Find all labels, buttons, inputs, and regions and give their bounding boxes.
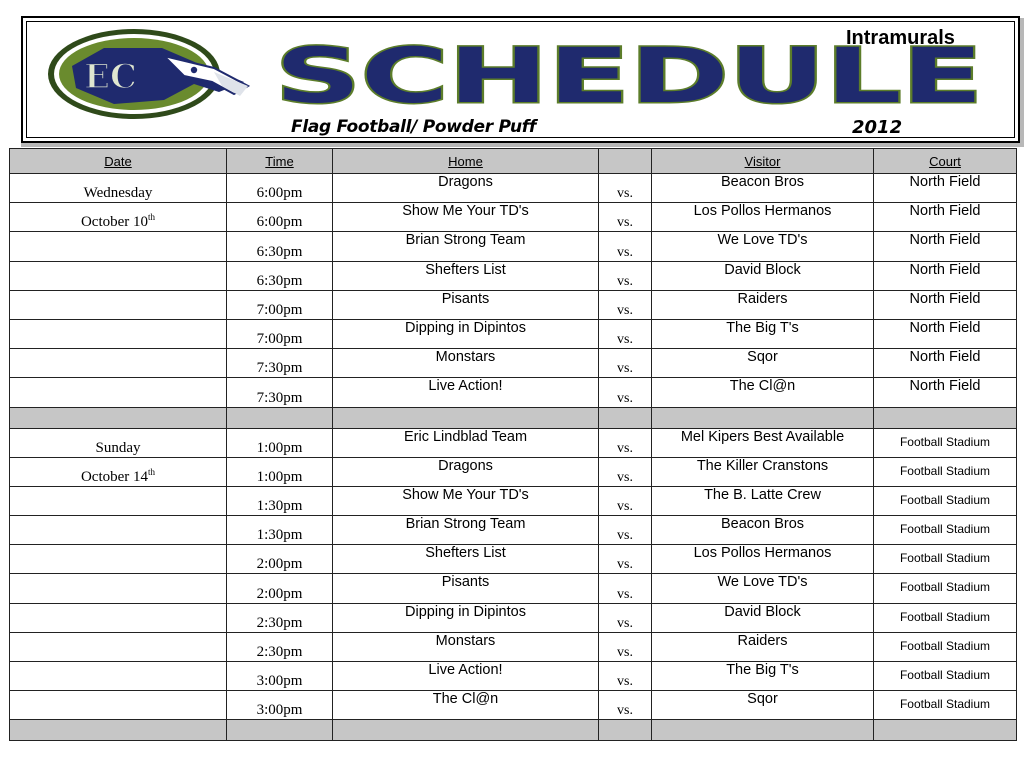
table-row [10,603,1017,632]
vs-cell: vs. [599,457,652,486]
date-cell [10,603,227,632]
visitor-team-cell: We Love TD's [652,574,874,603]
vs-cell: vs. [599,232,652,261]
date-cell [10,319,227,348]
table-row [10,378,1017,407]
vs-cell: vs. [599,349,652,378]
court-cell: Football Stadium [874,428,1017,457]
date-cell [10,261,227,290]
home-team-cell: Dipping in Dipintos [333,319,599,348]
visitor-team-cell: The Cl@n [652,378,874,407]
date-cell [10,486,227,515]
table-row [10,428,1017,457]
visitor-team-cell: Raiders [652,632,874,661]
visitor-team-cell: We Love TD's [652,232,874,261]
visitor-team-cell: The Big T's [652,662,874,691]
vs-cell: vs. [599,545,652,574]
spacer-row [10,720,1017,741]
time-cell: 2:00pm [227,545,333,574]
home-team-cell: Dragons [333,174,599,203]
court-cell: North Field [874,290,1017,319]
spacer-cell [599,407,652,428]
home-team-cell: Live Action! [333,378,599,407]
table-row [10,486,1017,515]
vs-cell: vs. [599,203,652,232]
header-court: Court [874,149,1017,174]
table-row [10,574,1017,603]
date-ordinal: th [148,212,156,223]
header-visitor: Visitor [652,149,874,174]
spacer-cell [333,720,599,741]
vs-cell: vs. [599,290,652,319]
court-cell: North Field [874,319,1017,348]
table-header-row [10,149,1017,174]
ec-eagle-logo [44,26,250,122]
date-cell [10,632,227,661]
spacer-cell [10,407,227,428]
spacer-cell [652,407,874,428]
time-cell: 3:00pm [227,691,333,720]
home-team-cell: Live Action! [333,662,599,691]
visitor-team-cell: Mel Kipers Best Available [652,428,874,457]
visitor-team-cell: Sqor [652,691,874,720]
spacer-cell [10,720,227,741]
date-cell [10,290,227,319]
spacer-cell [599,720,652,741]
date-text: October 10 [80,214,149,231]
date-cell [10,516,227,545]
home-team-cell: Pisants [333,574,599,603]
home-team-cell: Show Me Your TD's [333,203,599,232]
table-row [10,349,1017,378]
date-cell [10,662,227,691]
day-name: Sunday [95,439,141,456]
vs-cell: vs. [599,516,652,545]
spacer-cell [652,720,874,741]
spacer-cell [333,407,599,428]
date-cell [10,378,227,407]
table-row [10,691,1017,720]
home-team-cell: The Cl@n [333,691,599,720]
home-team-cell: Pisants [333,290,599,319]
time-cell: 7:30pm [227,378,333,407]
vs-cell: vs. [599,174,652,203]
home-team-cell: Show Me Your TD's [333,486,599,515]
court-cell: Football Stadium [874,691,1017,720]
date-cell [10,232,227,261]
home-team-cell: Dragons [333,457,599,486]
time-cell: 2:00pm [227,574,333,603]
date-cell [10,574,227,603]
sport-subtitle: Flag Football/ Powder Puff [291,117,536,137]
header-date: Date [10,149,227,174]
header-vs [599,149,652,174]
home-team-cell: Brian Strong Team [333,516,599,545]
home-team-cell: Brian Strong Team [333,232,599,261]
visitor-team-cell: David Block [652,603,874,632]
time-cell: 2:30pm [227,603,333,632]
vs-cell: vs. [599,319,652,348]
date-ordinal: th [148,466,156,477]
court-cell: Football Stadium [874,486,1017,515]
time-cell: 6:00pm [227,174,333,203]
spacer-cell [874,720,1017,741]
vs-cell: vs. [599,574,652,603]
court-cell: North Field [874,232,1017,261]
time-cell: 1:30pm [227,486,333,515]
date-cell [10,349,227,378]
court-cell: North Field [874,174,1017,203]
schedule-table [9,148,1017,741]
season-year: 2012 [852,117,903,138]
vs-cell: vs. [599,691,652,720]
date-text: October 14 [80,468,149,485]
table-row [10,516,1017,545]
table-row [10,545,1017,574]
court-cell: Football Stadium [874,603,1017,632]
time-cell: 3:00pm [227,662,333,691]
court-cell: Football Stadium [874,574,1017,603]
visitor-team-cell: Beacon Bros [652,174,874,203]
schedule-body [10,174,1017,741]
visitor-team-cell: David Block [652,261,874,290]
time-cell: 1:00pm [227,457,333,486]
court-cell: North Field [874,261,1017,290]
visitor-team-cell: The Killer Cranstons [652,457,874,486]
spacer-row [10,407,1017,428]
court-cell: Football Stadium [874,545,1017,574]
date-cell [10,691,227,720]
table-row [10,203,1017,232]
table-row [10,232,1017,261]
time-cell: 7:00pm [227,290,333,319]
time-cell: 1:30pm [227,516,333,545]
table-row [10,174,1017,203]
header-time: Time [227,149,333,174]
schedule-title: SCHEDULE [275,40,983,112]
visitor-team-cell: Sqor [652,349,874,378]
schedule-title-graphic [270,40,988,112]
table-row [10,261,1017,290]
vs-cell: vs. [599,378,652,407]
vs-cell: vs. [599,632,652,661]
home-team-cell: Shefters List [333,261,599,290]
header-home: Home [333,149,599,174]
home-team-cell: Monstars [333,632,599,661]
vs-cell: vs. [599,486,652,515]
time-cell: 7:00pm [227,319,333,348]
spacer-cell [874,407,1017,428]
time-cell: 6:30pm [227,232,333,261]
visitor-team-cell: The B. Latte Crew [652,486,874,515]
table-row [10,290,1017,319]
vs-cell: vs. [599,428,652,457]
home-team-cell: Shefters List [333,545,599,574]
intramurals-label: Intramurals [846,27,955,49]
visitor-team-cell: Los Pollos Hermanos [652,203,874,232]
vs-cell: vs. [599,662,652,691]
visitor-team-cell: The Big T's [652,319,874,348]
time-cell: 6:00pm [227,203,333,232]
date-cell [10,545,227,574]
court-cell: North Field [874,378,1017,407]
time-cell: 1:00pm [227,428,333,457]
court-cell: North Field [874,349,1017,378]
time-cell: 6:30pm [227,261,333,290]
court-cell: Football Stadium [874,457,1017,486]
time-cell: 7:30pm [227,349,333,378]
table-row [10,632,1017,661]
court-cell: Football Stadium [874,662,1017,691]
home-team-cell: Monstars [333,349,599,378]
logo-letters: EC [84,57,137,97]
day-name: Wednesday [83,185,153,202]
home-team-cell: Eric Lindblad Team [333,428,599,457]
time-cell: 2:30pm [227,632,333,661]
vs-cell: vs. [599,261,652,290]
court-cell: Football Stadium [874,516,1017,545]
date-cell [10,203,227,232]
home-team-cell: Dipping in Dipintos [333,603,599,632]
visitor-team-cell: Los Pollos Hermanos [652,545,874,574]
court-cell: North Field [874,203,1017,232]
table-row [10,319,1017,348]
date-cell [10,457,227,486]
spacer-cell [227,720,333,741]
date-cell [10,174,227,203]
court-cell: Football Stadium [874,632,1017,661]
visitor-team-cell: Raiders [652,290,874,319]
vs-cell: vs. [599,603,652,632]
table-row [10,662,1017,691]
table-row [10,457,1017,486]
date-cell [10,428,227,457]
spacer-cell [227,407,333,428]
visitor-team-cell: Beacon Bros [652,516,874,545]
